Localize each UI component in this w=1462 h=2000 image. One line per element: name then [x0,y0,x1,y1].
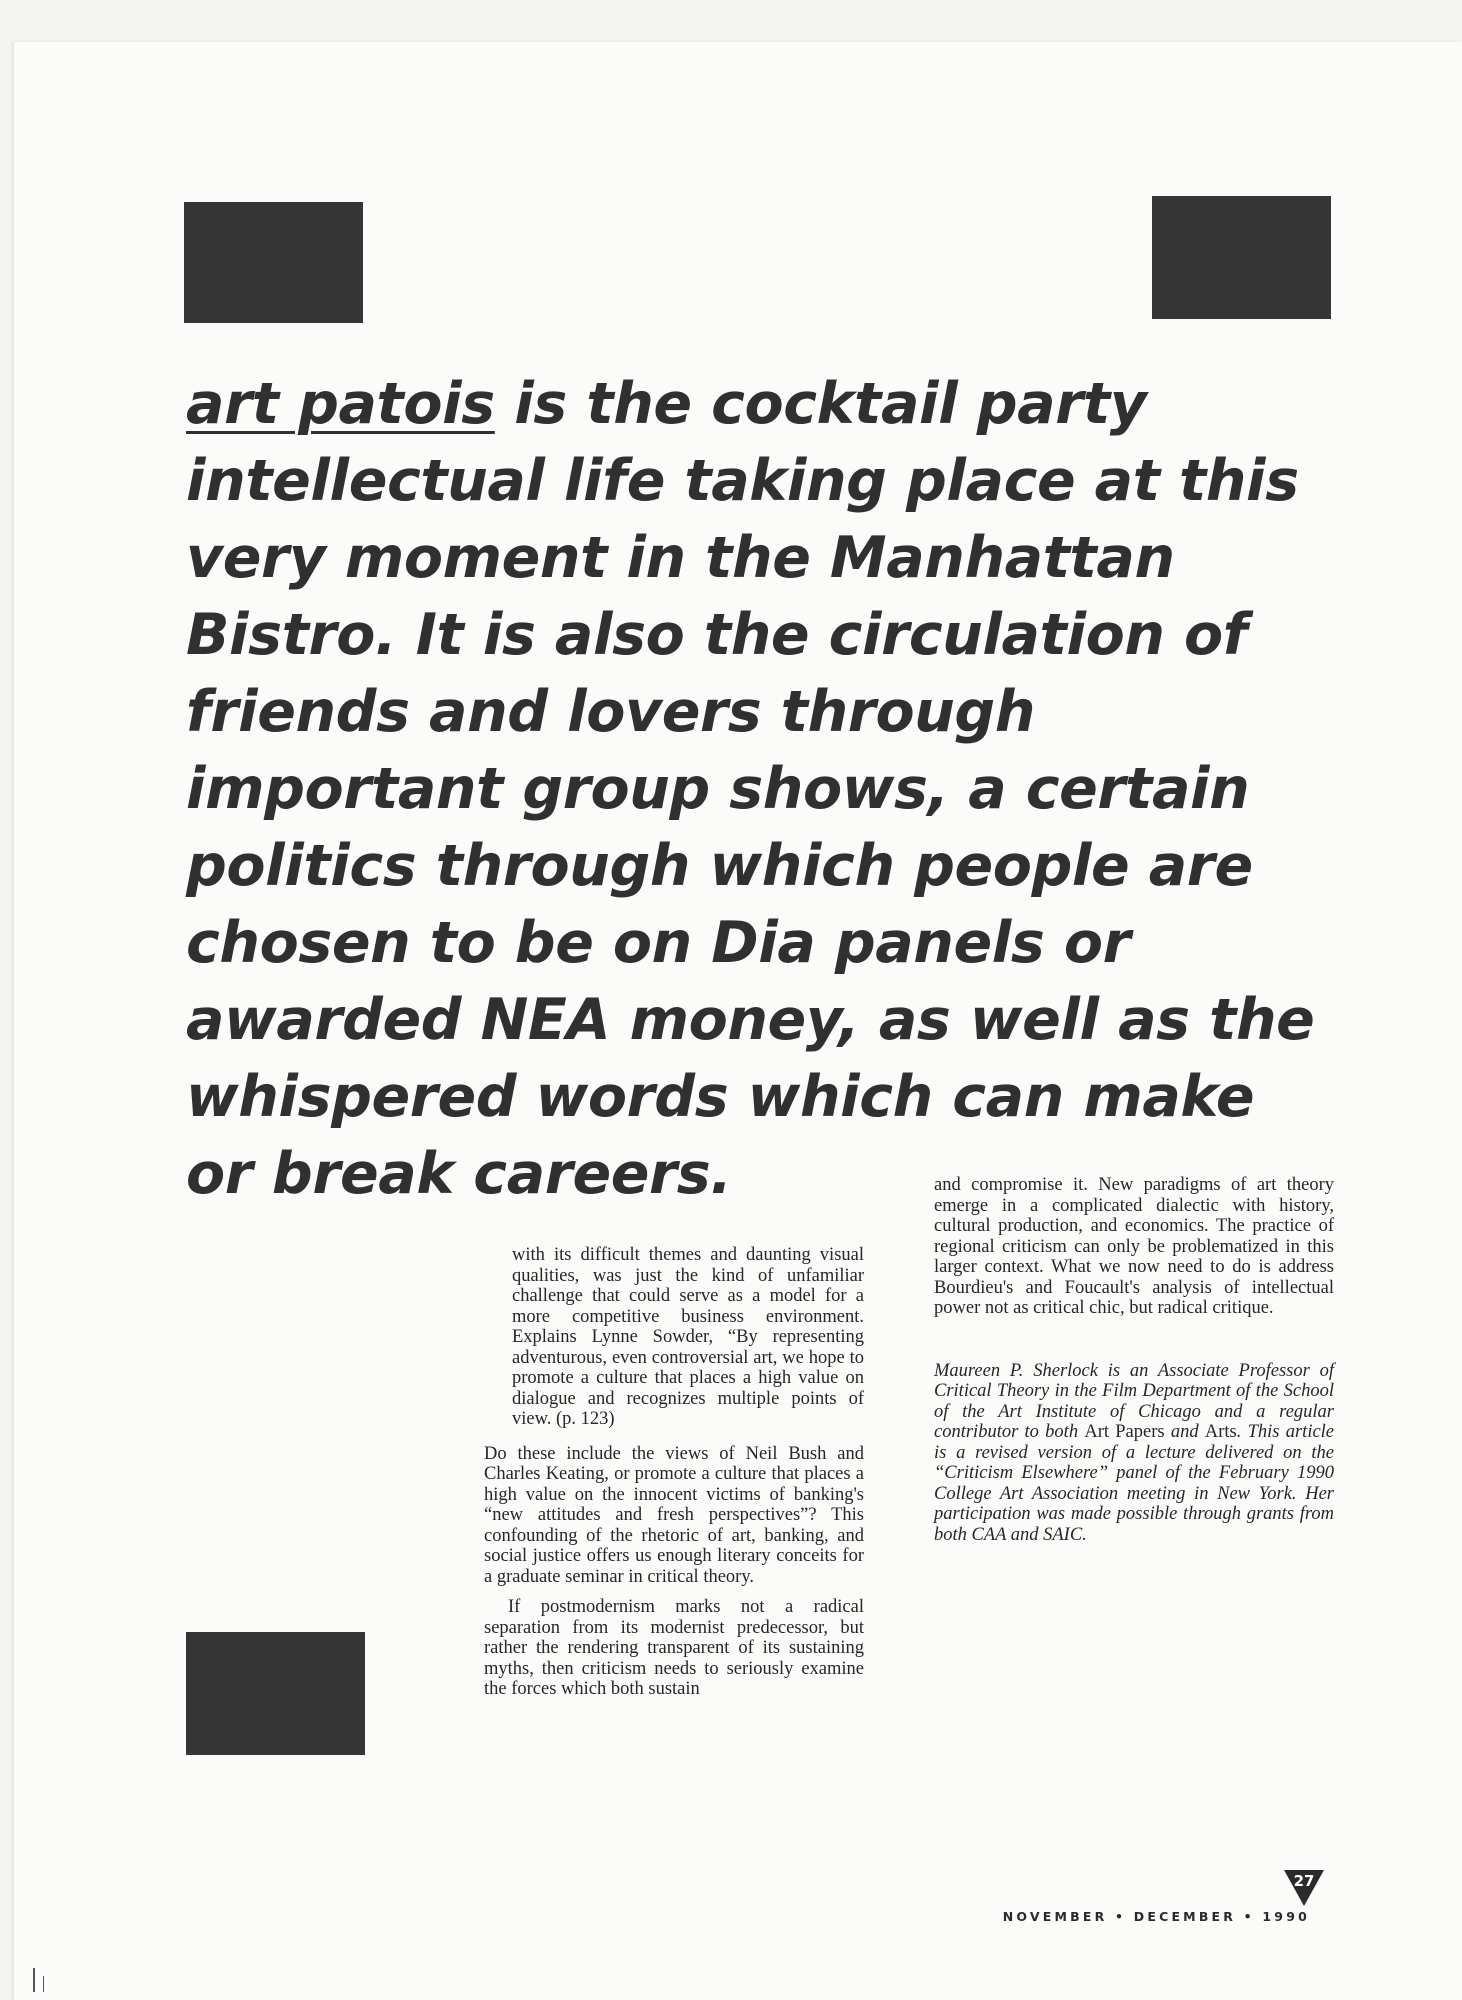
pull-quote [186,366,1336,1213]
decorative-block-top-right [1152,196,1331,319]
bio-text: and [1164,1422,1205,1442]
decorative-block-bottom-left [186,1632,365,1755]
decorative-block-top-left [184,202,363,323]
scan-edge-mark [43,1976,44,1992]
bio-text: Maureen P. Sherlock is an Associate Professor of Critical Theory in the Film Department of the School of the Art Institute of Chicago and a regular contributor to both [934,1360,1334,1442]
block-quote: with its difficult themes and daunting visual qualities, was just the kind of unfamiliar challenge that could serve as a model for a more competitive business environment. Explains Lynne Sowder, “By representing adventurous, even controversial art, we hope to promote a culture that places a high value on dialogue and recognizes multiple points of view. (p. 123) [512,1245,864,1429]
page-number: 27 [1293,1872,1315,1890]
page-number-badge [1284,1870,1324,1906]
pull-quote-text: is the cocktail party intellectual life taking place at this very moment in the Manhattan Bistro. It is also the circulation of friends and lovers through important group shows, a certain politics through which people are chosen to be on Dia panels or awarded NEA money, as well as the whispered words which can make or break careers. [186,371,1315,1207]
publication-title: Arts [1204,1422,1237,1442]
bio-text: . This article is a revised version of a lecture delivered on the “Criticism Elsewhere” panel of the February 1990 College Art Association meeting in New York. Her participation was made possible through grants from both CAA and SAIC. [934,1422,1335,1545]
issue-date: NOVEMBER • DECEMBER • 1990 [1002,1909,1310,1924]
pull-quote-lead: art patois [186,371,495,437]
body-paragraph: and compromise it. New paradigms of art theory emerge in a complicated dialectic with history, cultural production, and economics. The practice of regional criticism can only be problematized in this larger context. What we now need to do is address Bourdieu's and Foucault's analysis of intellectual power not as critical chic, but radical critique. [934,1175,1334,1318]
author-bio [934,1361,1334,1546]
body-paragraph: Do these include the views of Neil Bush and Charles Keating, or promote a culture that places a high value on the innocent victims of banking's “new attitudes and fresh perspectives”? This confounding of the rhetoric of art, banking, and social justice offers us enough literary conceits for a graduate seminar in critical theory. [484,1443,864,1587]
publication-title: Art Papers [1084,1422,1165,1442]
body-paragraph: If postmodernism marks not a radical separation from its modernist predecessor, but rather the rendering transparent of its sustaining myths, then criticism needs to seriously examine the forces which both sustain [484,1597,864,1699]
middle-column [484,1245,864,1700]
right-column [934,1175,1334,1545]
scan-edge-mark [33,1968,35,1992]
